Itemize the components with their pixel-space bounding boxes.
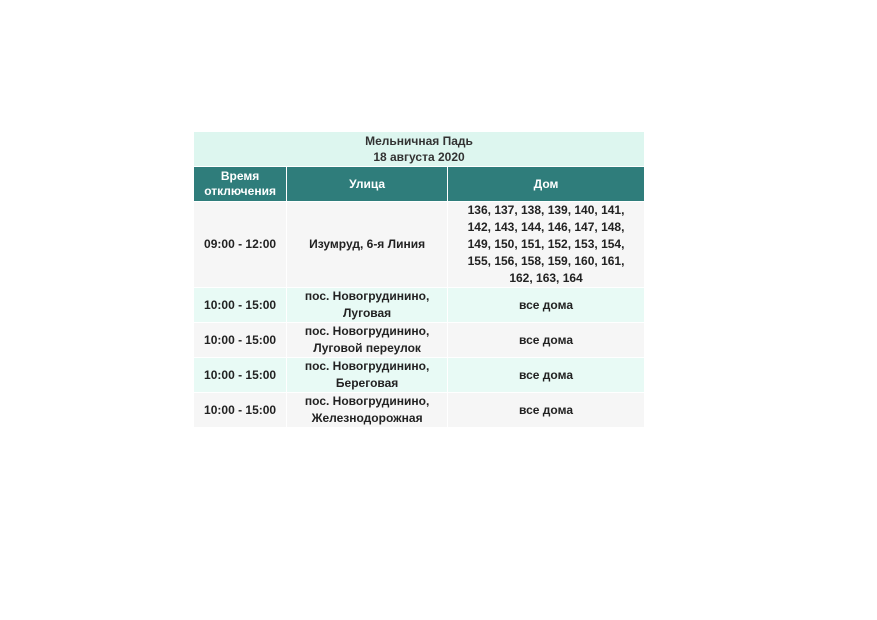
cell-houses: все дома (448, 323, 645, 358)
cell-street: пос. Новогрудинино, Луговая (287, 288, 448, 323)
outage-schedule-table (193, 131, 645, 428)
table-title (194, 132, 645, 167)
table-row (194, 202, 645, 288)
cell-time: 09:00 - 12:00 (194, 202, 287, 288)
cell-street: пос. Новогрудинино, Железнодорожная (287, 393, 448, 428)
houses-list: 136, 137, 138, 139, 140, 141, 142, 143, 144, 146, 147, 148, 149, 150, 151, 152, 153, 154, 155, 156, 158, 159, 160, 161, 162, 163, 164 (467, 203, 625, 285)
title-date: 18 августа 2020 (373, 150, 465, 164)
table-header-row (194, 167, 645, 202)
column-header-time: Время отключения (194, 167, 287, 202)
table-row (194, 288, 645, 323)
cell-time: 10:00 - 15:00 (194, 323, 287, 358)
cell-houses: все дома (448, 393, 645, 428)
column-header-street: Улица (287, 167, 448, 202)
table-row (194, 323, 645, 358)
table-title-row (194, 132, 645, 167)
cell-houses: все дома (448, 358, 645, 393)
column-header-house: Дом (448, 167, 645, 202)
table-row (194, 358, 645, 393)
cell-street: пос. Новогрудинино, Береговая (287, 358, 448, 393)
cell-time: 10:00 - 15:00 (194, 288, 287, 323)
table-row (194, 393, 645, 428)
cell-time: 10:00 - 15:00 (194, 358, 287, 393)
cell-street: пос. Новогрудинино, Луговой переулок (287, 323, 448, 358)
cell-street: Изумруд, 6-я Линия (287, 202, 448, 288)
cell-time: 10:00 - 15:00 (194, 393, 287, 428)
cell-houses (448, 202, 645, 288)
title-place: Мельничная Падь (365, 134, 473, 148)
cell-houses: все дома (448, 288, 645, 323)
